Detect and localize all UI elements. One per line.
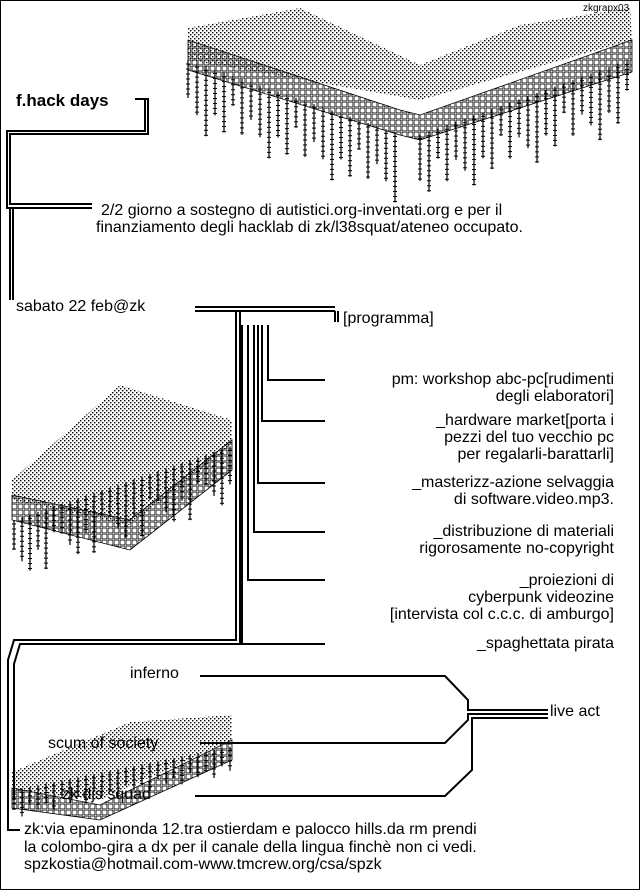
chip-pin [357,120,361,150]
program-item-line: pm: workshop abc-pc[rudimenti [391,371,614,388]
title-connector [7,99,148,208]
program-item-line: cyberpunk videozine [468,589,614,606]
chip-pin [436,129,440,159]
program-item-line: per regalarli-barattarli] [457,446,614,463]
corner-code: zkgrapx03 [583,3,630,14]
chip-pin [231,76,235,106]
program-item-proiezioni [390,573,614,623]
band-inferno: inferno [130,665,179,682]
chip-pin [375,126,379,164]
program-item-line: _hardware market[porta i [436,412,614,429]
chip-illustration [12,715,232,820]
live-connector-djs [195,718,548,796]
program-connector [268,325,325,380]
date-to-programma [195,307,335,311]
chip-pin [445,125,449,181]
chip-pin [472,116,476,186]
program-item-line: _distribuzione di materiali [433,523,614,540]
chip-pin [20,517,24,561]
program-connector [248,325,325,580]
chip-pin [258,85,262,137]
live-act-label: live act [550,703,600,720]
program-item-spaghettata [477,636,614,652]
band-scum-of-society: scum of society [48,735,159,752]
band-zk-djs-squad: zk djs squad [62,786,151,803]
program-item-line: _masterizz-azione selvaggia [412,474,614,491]
chip-pin [12,520,16,550]
program-connector [262,325,325,421]
chip-pin [294,98,298,128]
chip-pin [616,64,620,124]
chip-illustration [186,8,632,202]
program-item-hardware-market [436,413,614,463]
chip-pin [562,83,566,113]
chip-pin [427,132,431,192]
chip-pin [393,132,397,202]
chip-pin [312,104,316,142]
intro-line-1: 2/2 giorno a sostegno di autistici.org-inventati.org e per il [101,202,503,219]
program-item-line: _proiezioni di [519,572,614,589]
program-item-line: _spaghettata pirata [477,635,614,652]
chip-illustration [12,385,232,571]
flyer-title: f.hack days [16,91,109,110]
intro-line-2: finanziamento degli hacklab di zk/l38squat/ateneo occupato. [96,219,523,236]
chip-pin [418,135,422,181]
footer-contacts: spzkostia@hotmail.com-www.tmcrew.org/csa/spzk [24,856,382,873]
chip-pin [204,66,208,136]
chip-pin [180,756,184,784]
chip-pin [625,60,629,90]
program-connector [254,325,325,532]
footer-address: zk:via epaminonda 12.tra ostierdam e palocco hills.da rm prendi [24,821,477,838]
program-item-masterizzazione [412,475,614,508]
program-item-line: degli elaboratori] [495,388,614,405]
chip-pin [366,123,370,179]
chip-pin [212,750,216,778]
chip-pin [348,117,352,177]
program-item-line: di software.video.mp3. [453,491,614,508]
programma-stub [335,311,338,322]
live-connector-inferno [200,676,548,710]
chip-pin [339,114,343,160]
chip-pin [463,119,467,171]
chip-pin [330,110,334,180]
chip-pin [52,782,56,810]
program-item-distribuzione [419,524,614,557]
chip-pin [490,109,494,169]
chip-pin [285,95,289,155]
programma-heading: [programma] [343,310,434,327]
chip-pin [20,788,24,816]
chip-pin [553,86,557,146]
footer-directions: la colombo-gira a dx per il canale della lingua finchè non ci vedi. [24,839,477,856]
event-date: sabato 22 feb@zk [16,298,146,315]
chip-pin [267,88,271,158]
chip-pin [303,101,307,157]
chip-pin [384,129,388,181]
program-item-line: pezzi del tuo vecchio pc [444,429,614,446]
program-item-line: rigorosamente no-copyright [419,540,614,557]
chip-pin [222,73,226,133]
program-item-line: [intervista col c.c.c. di amburgo] [389,606,614,623]
program-item-workshop [392,372,614,405]
chip-pin [321,107,325,159]
chip-pin [44,509,48,569]
chip-pin [499,106,503,136]
date-connector [10,208,13,300]
chip-pin [535,93,539,163]
